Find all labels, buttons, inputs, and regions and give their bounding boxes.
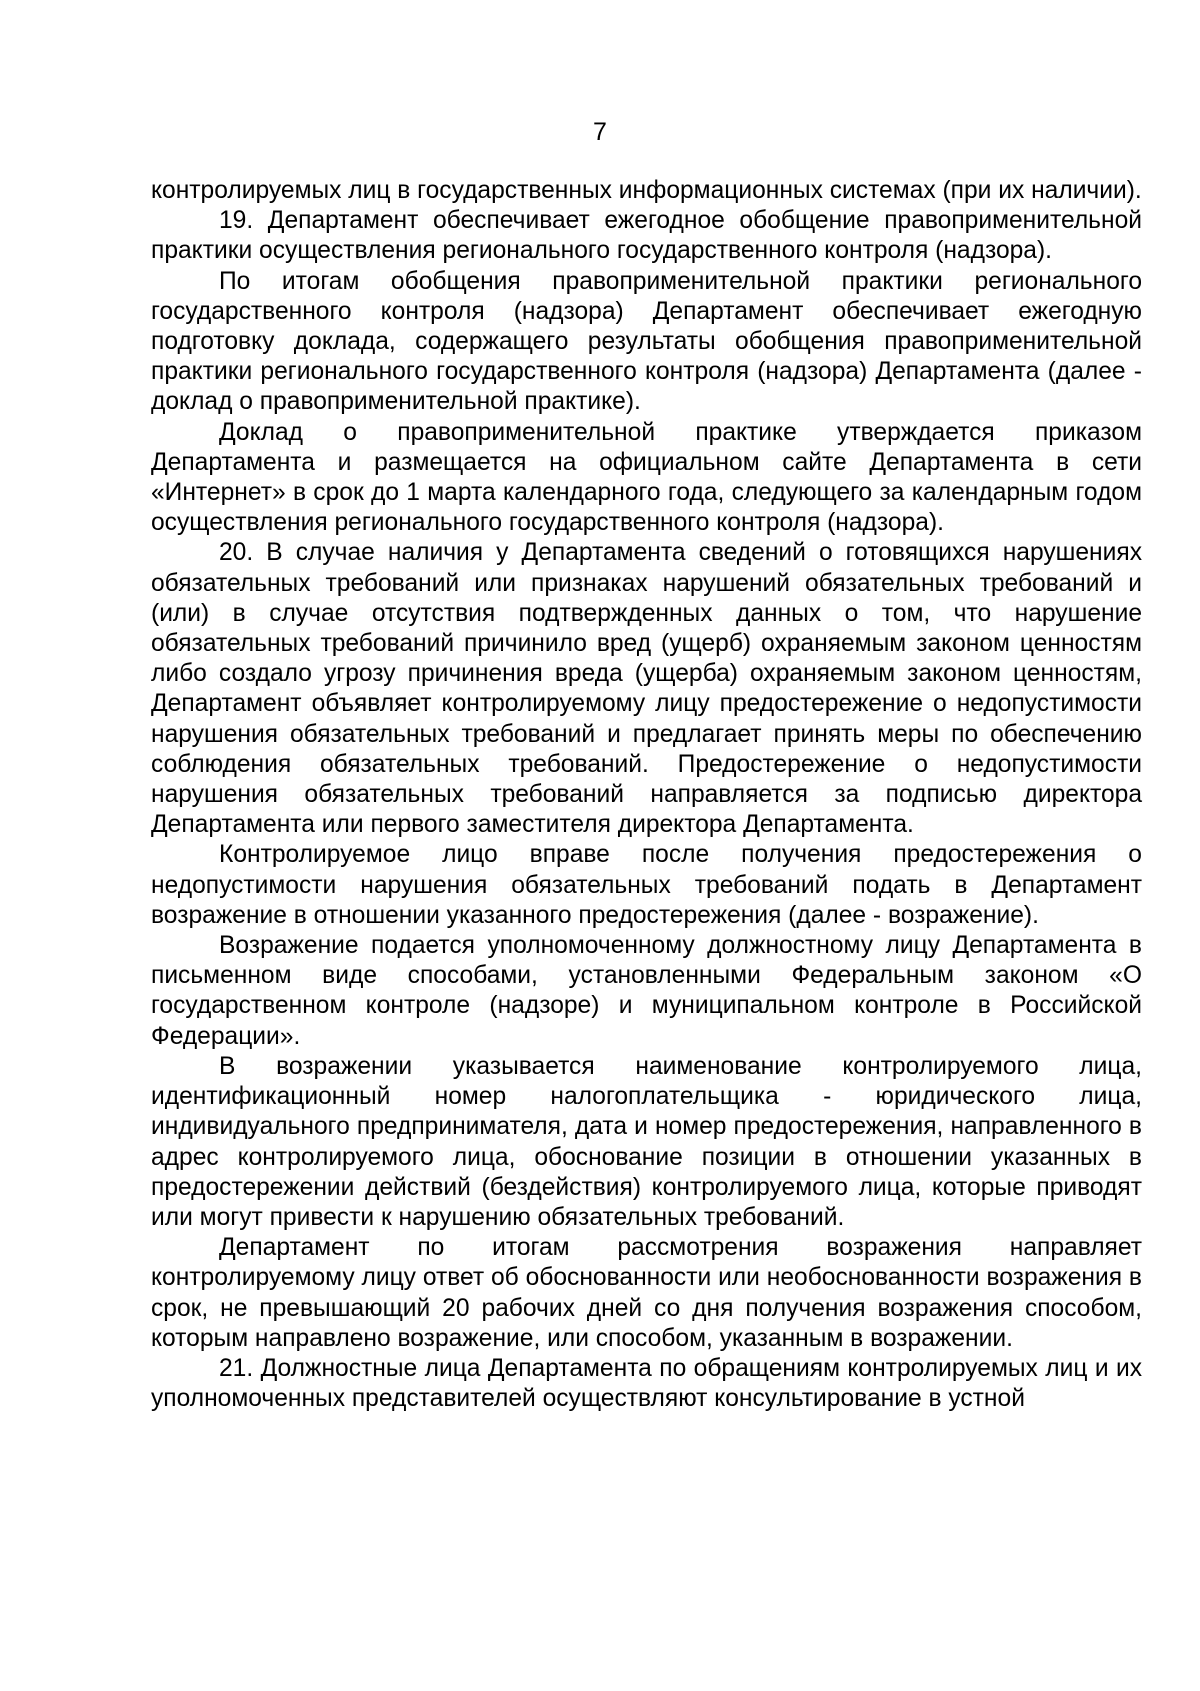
document-body: [151, 176, 1142, 1414]
paragraph-report-approval: Доклад о правоприменительной практике утверждается приказом Департамента и размещается на официальном сайте Департамента в сети «Интернет» в срок до 1 марта календарного года, следующего за календарным годом осуществления регионального государственного контроля (надзора).: [151, 418, 1142, 537]
paragraph-objection-right: Контролируемое лицо вправе после получения предостережения о недопустимости нарушения обязательных требований подать в Департамент возражение в отношении указанного предостережения (далее - возражение).: [151, 841, 1142, 929]
paragraph-item-20: 20. В случае наличия у Департамента сведений о готовящихся нарушениях обязательных требований или признаках нарушений обязательных требований и (или) в случае отсутствия подтвержденных данных о том, что нарушение обязательных требований причинило вред (ущерб) охраняемым законом ценностям либо создало угрозу причинения вреда (ущерба) охраняемым законом ценностям, Департамент объявляет контролируемому лицу предостережение о недопустимости нарушения обязательных требований и предлагает принять меры по обеспечению соблюдения обязательных требований. Предостережение о недопустимости нарушения обязательных требований направляется за подписью директора Департамента или первого заместителя директора Департамента.: [151, 539, 1142, 839]
paragraph-report-preparation: По итогам обобщения правоприменительной практики регионального государственного контроля (надзора) Департамент обеспечивает ежегодную подготовку доклада, содержащего результаты обобщения правоприменительной практики регионального государственного контроля (надзора) Департамента (далее - доклад о правоприменительной практике).: [151, 267, 1142, 416]
paragraph-objection-response: Департамент по итогам рассмотрения возражения направляет контролируемому лицу ответ об обоснованности или необоснованности возражения в срок, не превышающий 20 рабочих дней со дня получения возражения способом, которым направлено возражение, или способом, указанным в возражении.: [151, 1234, 1142, 1352]
paragraph-item-19: 19. Департамент обеспечивает ежегодное обобщение правоприменительной практики осуществления регионального государственного контроля (надзора).: [151, 207, 1142, 265]
page-number: 7: [593, 118, 607, 146]
paragraph-objection-contents: В возражении указывается наименование контролируемого лица, идентификационный номер налогоплательщика - юридического лица, индивидуального предпринимателя, дата и номер предостережения, направленного в адрес контролируемого лица, обоснование позиции в отношении указанных в предостережении действий (бездействия) контролируемого лица, которые приводят или могут привести к нарушению обязательных требований.: [151, 1052, 1142, 1231]
paragraph-item-21: 21. Должностные лица Департамента по обращениям контролируемых лиц и их уполномоченных представителей осуществляют консультирование в устной: [151, 1354, 1142, 1413]
paragraph-objection-submission: Возражение подается уполномоченному должностному лицу Департамента в письменном виде способами, установленными Федеральным законом «О государственном контроле (надзоре) и муниципальном контроле в Российской Федерации».: [151, 932, 1142, 1050]
paragraph-continuation: контролируемых лиц в государственных информационных системах (при их наличии).: [151, 177, 1142, 204]
